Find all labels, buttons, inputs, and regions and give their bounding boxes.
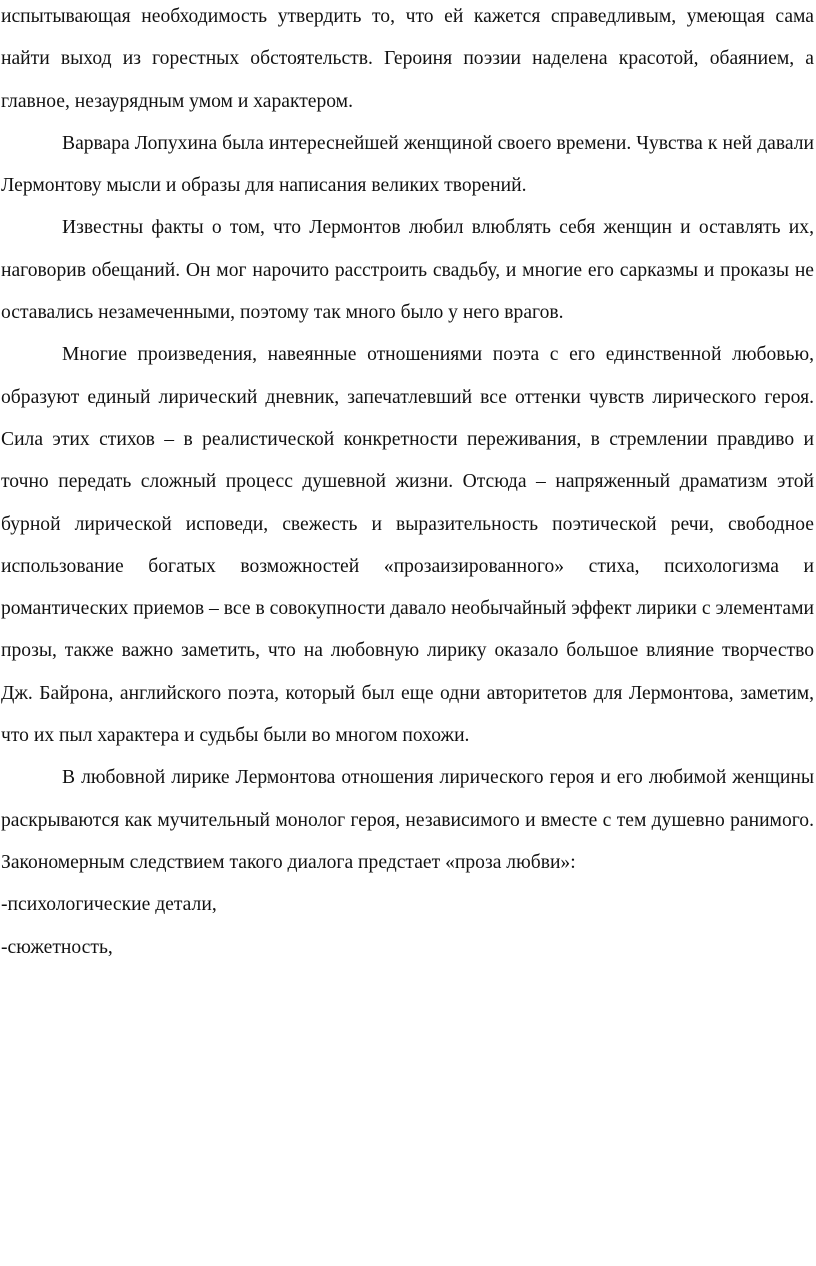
paragraph-lyrical-diary: Многие произведения, навеянные отношениями поэта с его единственной любовью, образуют единый лирический дневник, запечатлевший все оттенки чувств лирического героя. Сила этих стихов – в реалистической конкретности переживания, в стремлении правдиво и точно передать сложный процесс душевной жизни. Отсюда – напряженный драматизм этой бурной лирической исповеди, свежесть и выразительность поэтической речи, свободное использование богатых возможностей «прозаизированного» стиха, психологизма и романтических приемов – все в совокупности давало необычайный эффект лирики с элементами прозы, также важно заметить, что на любовную лирику оказало большое влияние творчество Дж. Байрона, английского поэта, который был еще одни авторитетов для Лермонтова, заметим, что их пыл характера и судьбы были во многом похожи.	[1, 344, 814, 747]
list-item-plot: -сюжетность,	[1, 936, 113, 958]
list-item-psychological-details: -психологические детали,	[1, 894, 217, 916]
paragraph-known-facts: Известны факты о том, что Лермонтов любил влюблять себя женщин и оставлять их, наговорив обещаний. Он мог нарочито расстроить свадьбу, и многие его сарказмы и проказы не оставались незамеченными, поэтому так много было у него врагов.	[1, 217, 814, 324]
paragraph-continuation: испытывающая необходимость утвердить то, что ей кажется справедливым, умеющая сама найти выход из горестных обстоятельств. Героиня поэзии наделена красотой, обаянием, а главное, незаурядным умом и характером.	[1, 6, 814, 112]
paragraph-love-lyrics: В любовной лирике Лермонтова отношения лирического героя и его любимой женщины раскрываются как мучительный монолог героя, независимого и вместе с тем душевно ранимого. Закономерным следствием такого диалога предстает «проза любви»:	[1, 767, 814, 873]
paragraph-lopukhina: Варвара Лопухина была интереснейшей женщиной своего времени. Чувства к ней давали Лермонтову мысли и образы для написания великих творений.	[1, 132, 814, 197]
